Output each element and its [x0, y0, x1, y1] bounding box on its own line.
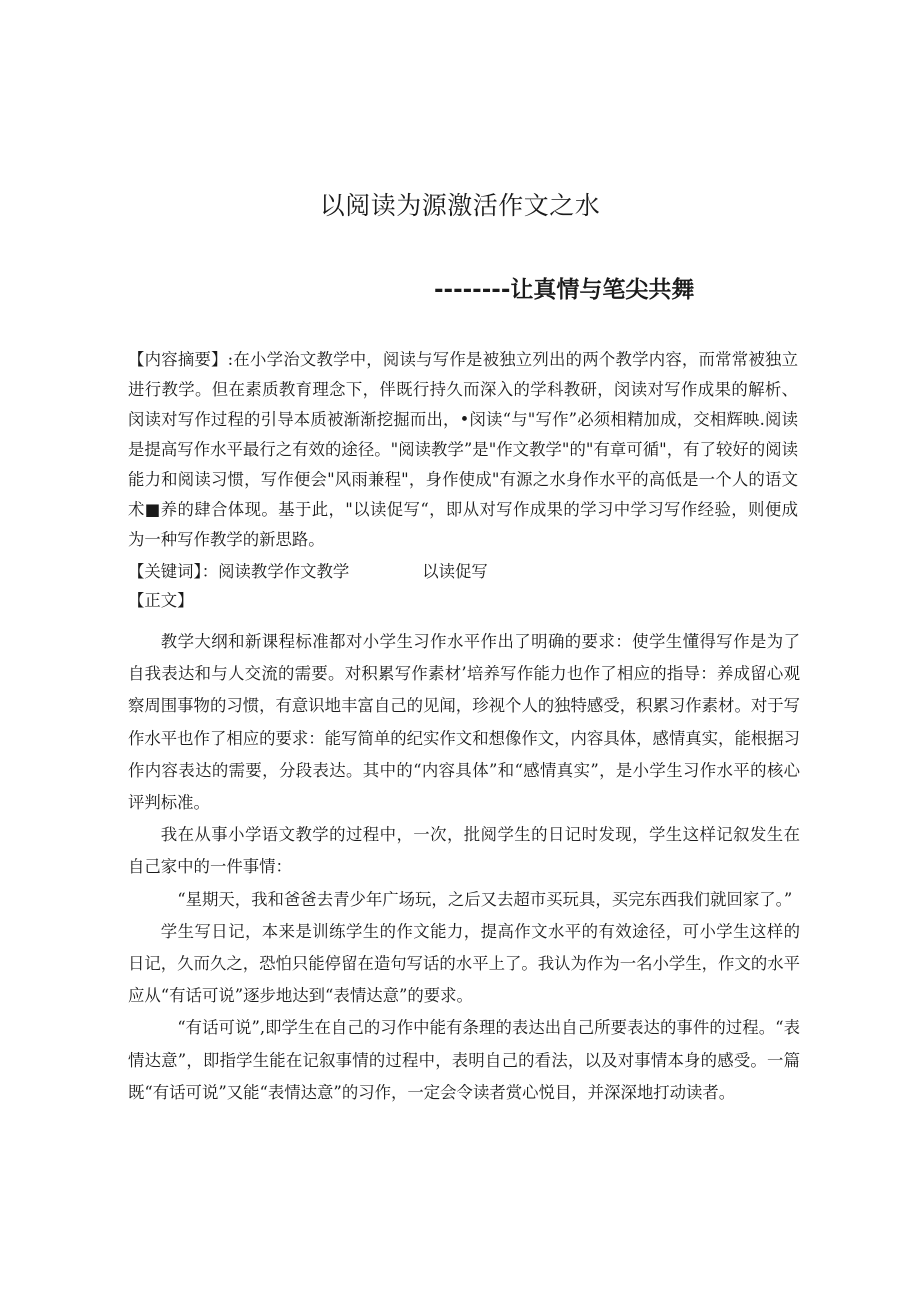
- document-subtitle: --------让真情与笔尖共舞: [434, 277, 695, 303]
- document-title: 以阅读为源激活作文之水: [319, 191, 601, 220]
- body-text: [128, 626, 800, 1109]
- body-paragraph: “有话可说”,即学生在自己的习作中能有条理的表达出自己所要表达的事件的过程。“表情达意”，即指学生能在记叙事情的过程中，表明自己的看法，以及对事情本身的感受。一篇既“有话可说”又能“表情达意”的习作，一定会令读者赏心悦目，并深深地打动读者。: [128, 1018, 800, 1102]
- body-section-label: 【正文】: [128, 591, 194, 610]
- body-paragraph: 我在从事小学语文教学的过程中，一次，批阅学生的日记时发现，学生这样记叙发生在自己家中的一件事情：: [128, 825, 800, 877]
- abstract-paragraph: 【内容摘要】:在小学治文教学中，阅读与写作是被独立列出的两个教学内容，而常常被独立进行教学。但在素质教育理念下，伴既行持久而深入的学科教研，闵读对写作成果的解析、闵读对写作过程的引导本质被渐渐挖掘而出，•闵读“与"写作”必须相精加成，交相辉映.阅读是提高写作水平最行之有效的途径。"阅读教学”是"作文教学"的"有章可循"，有了较好的阅读能力和阅读习惯，写作便会"风雨兼程"，身作使成"有源之水身作水平的高低是一个人的语文术■养的肆合体现。基于此，"以读促写“，即从对写作成果的学习中学习写作经验，则便成为一种写作教学的新思路。: [128, 350, 798, 549]
- body-paragraph: 教学大纲和新课程标准都对小学生习作水平作出了明确的要求：使学生懂得写作是为了自我表达和与人交流的需要。对积累写作素材’培养写作能力也作了相应的指导：养成留心观察周围事物的习惯，有意识地丰富自己的见闻，珍视个人的独特感受，积累习作素材。对于写作水平也作了相应的要求：能写简单的纪实作文和想像作文，内容具体，感情真实，能根据习作内容表达的需要，分段表达。其中的“内容具体”和“感情真实”，是小学生习作水平的核心评判标准。: [128, 632, 801, 813]
- body-paragraph: 学生写日记，本来是训练学生的作文能力，提高作文水平的有效途径，可小学生这样的日记，久而久之，恐怕只能停留在造句写话的水平上了。我认为作为一名小学生，作文的水平应从“有话可说”逐步地达到“表情达意”的要求。: [128, 921, 801, 1006]
- keywords-line: 【关键词】：阅读教学作文教学 以读促写: [128, 562, 488, 581]
- quoted-diary-paragraph: “星期天，我和爸爸去青少年广场玩，之后又去超市买玩具，买完东西我们就回家了。”: [177, 889, 793, 909]
